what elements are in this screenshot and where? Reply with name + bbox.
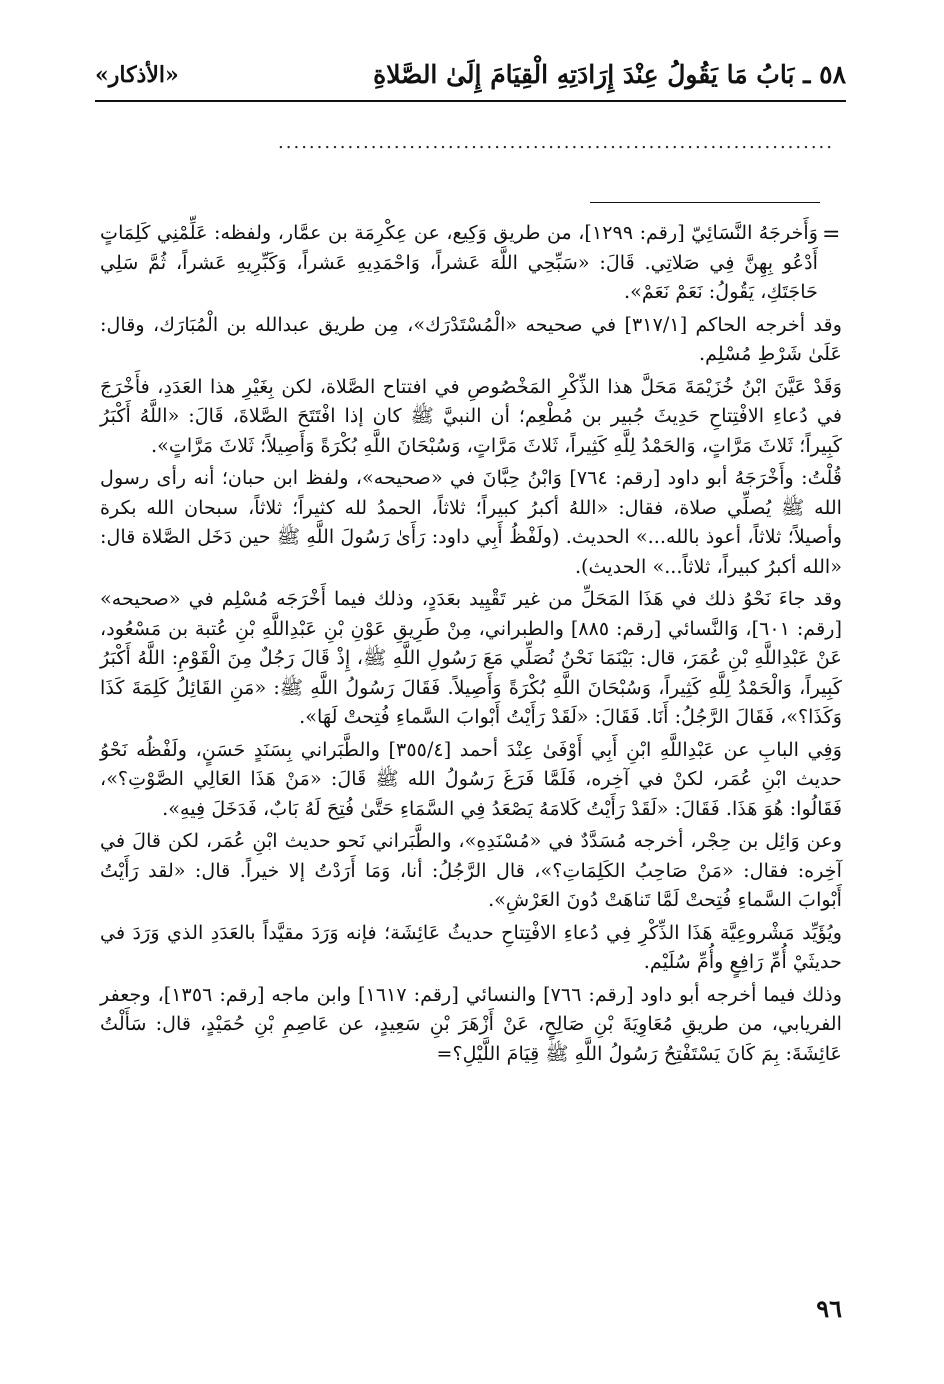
footnotes-body (100, 218, 842, 1072)
chapter-title: ٥٨ ـ بَابُ مَا يَقُولُ عِنْدَ إِرَادَتِهِ الْقِيَامَ إِلَىٰ الصَّلاةِ (373, 60, 846, 89)
page-number: ٩٦ (816, 1294, 842, 1323)
end-continuation-mark: = (436, 1042, 453, 1065)
footnote-paragraph-text: وذلك فيما أخرجه أبو داود [رقم: ٧٦٦] والنسائي [رقم: ١٦١٧] وابن ماجه [رقم: ١٣٥٦]، وجعفر الفريابي، من طريقِ مُعَاوِيَةَ بْنِ صَالِحٍ، عَنْ أَزْهَرَ بْنِ سَعِيدٍ، عن عَاصِمِ بْنِ حُمَيْدٍ، قال: سَأَلْتُ عَائِشَةَ: بِمَ كَانَ يَسْتَفْتِحُ رَسُولُ اللَّهِ ﷺ قِيَامَ اللَّيْلِ؟ (100, 982, 842, 1065)
book-title: «الأذكار» (95, 62, 179, 88)
footnote-paragraph: وعن وَائِل بن حِجْر، أخرجه مُسَدَّدٌ في «مُسْنَدِهِ»، والطَّبَراني نَحو حديث ابْنِ عُمَر، لكن قالَ في آخِره: فقال: «مَنْ صَاحِبُ الكَلِمَاتِ؟»، قال الرَّجُلُ: أنا، وَمَا أَرَدْتُ إلا خيراً. قال: «لقد رَأَيْتُ أَبْوابَ السَّماءِ فُتِحتْ لَمَّا تَناهَتْ دُونَ العَرْشِ». (100, 829, 842, 911)
footnote-paragraph: وقد أخرجه الحاكم [٣١٧/١] في صحيحه «الْمُسْتَدْرَك»، مِن طريق عبدالله بن الْمُبَارَك، وقال: عَلَىٰ شَرْطِ مُسْلِم. (100, 312, 842, 365)
footnote-paragraph: وَقَدْ عَيَّنَ ابْنُ خُزَيْمَةَ مَحَلَّ هذا الذِّكْرِ المَخْصُوصِ في افتتاح الصَّلاة، لكن بِغَيْرِ هذا العَدَدِ، فأَخْرَجَ في دُعاءِ الافْتِتاحِ حَدِيثَ جُبير بن مُطْعِم؛ أن النبيَّ ﷺ كان إذا افْتَتَحَ الصَّلاةَ، قَالَ: «اللَّهُ أَكْبَرُ كَبِيراً؛ ثَلاثَ مَرَّاتٍ، وَالحَمْدُ لِلَّهِ كَثِيراً، ثَلاثَ مَرَّاتٍ، وَسُبْحَانَ اللَّهِ بُكْرَةً وَأَصِيلاً؛ ثَلاثَ مَرَّاتٍ». (100, 374, 842, 457)
continuation-mark: = (822, 222, 841, 247)
footnote-paragraph: وَفِي البابِ عن عَبْدِاللَّهِ ابْنِ أَبِي أَوْفَىٰ عِنْدَ أحمد [٣٥٥/٤] والطَّبَراني بِسَنَدٍ حَسَنٍ، ولَفْظُه نَحْوُ حديث ابْنِ عُمَر، لكنْ في آخِره، فَلَمَّا فَرَغَ رَسُولُ الله ﷺ قَالَ: «مَنْ هَذَا العَالِي الصَّوْتِ؟»، فَقَالُوا: هُوَ هَذَا. فَقَالَ: «لَقَدْ رَأَيْتُ كَلامَهُ يَصْعَدُ فِي السَّمَاءِ حَتَّىٰ فُتِحَ لَهُ بَابٌ، فَدَخَلَ فِيهِ». (100, 737, 842, 820)
footnote-paragraph: قُلْتُ: وأَخْرَجَهُ أبو داود [رقم: ٧٦٤] وَابْنُ حِبَّانَ في «صحيحه»، ولفظ ابن حبان؛ أنه رأى رسول الله ﷺ يُصلِّي صلاة، فقال: «اللهُ أكبرُ كبيراً؛ ثلاثاً، الحمدُ لله كثيراً؛ ثلاثاً، سبحان الله بكرة وأصيلاً؛ ثلاثاً، أعوذ بالله...» الحديث. (ولَفْظُ أَبِي داود: رَأَىٰ رَسُولَ اللَّهِ ﷺ حين دَخَل الصَّلاة قال: «الله أكبرُ كبيراً، ثلاثاً...» الحديث). (100, 466, 842, 578)
footnote-separator-rule (590, 202, 820, 203)
running-header (95, 56, 846, 102)
footnote-paragraph (100, 980, 842, 1070)
footnote-paragraph: وَأَخرجَهُ النَّسَائِيّ [رقم: ١٢٩٩]، من طريق وَكِيع، عن عِكْرِمَة بن عمَّار، ولفظه: عَلِّمْنِي كَلِمَاتٍ أَدْعُو بِهِنَّ فِي صَلاتِي. قَالَ: «سَبِّحِي اللَّهَ عَشراً، وَاحْمَدِيهِ عَشراً، وَكَبِّرِيهِ عَشراً، ثُمَّ سَلِي حَاجَتَكِ، يَقُولُ: نَعَمْ نَعَمْ». (100, 221, 818, 303)
footnote-paragraph: ويُؤَيِّد مَشْروعِيَّة هَذَا الذِّكْرِ فِي دُعاءِ الافْتِتاحِ حديثُ عَائِشَة؛ فإنه وَرَدَ مقيَّداً بالعَدَدِ الذي وَرَدَ في حديثَيْ أُمِّ رَافِعٍ وأُمِّ سُلَيْم. (100, 920, 842, 973)
footnote-paragraph: وقد جاءَ نَحْوُ ذلك في هَذَا المَحَلِّ من غير تَقْيِيد بعَدَدٍ، وذلك فيما أَخْرَجَه مُسْلِم في «صحيحه» [رقم: ٦٠١]، وَالنَّسائي [رقم: ٨٨٥] والطبراني، مِنْ طَرِيقِ عَوْنِ بْنِ عَبْدِاللَّهِ بْنِ عُتبة بن مَسْعُود، عَنْ عَبْدِاللَّهِ بْنِ عُمَرَ، قال: بَيْنَمَا نَحْنُ نُصَلِّي مَعَ رَسُولِ اللَّهِ ﷺ، إِذْ قَالَ رَجُلٌ مِنَ الْقَوْمِ: اللَّهُ أَكْبَرُ كَبِيراً، وَالْحَمْدُ لِلَّهِ كَثِيراً، وَسُبْحَانَ اللَّهِ بُكْرَةً وَأَصِيلاً. فَقَالَ رَسُولُ اللَّهِ ﷺ: «مَنِ القَائِلُ كَلِمَةَ كَذَا وَكَذَا؟»، فَقَالَ الرَّجُلُ: أَنَا. فَقَالَ: «لَقَدْ رَأَيْتُ أَبْوابَ السَّماءِ فُتِحتْ لَهَا». (100, 587, 843, 728)
omitted-main-text-dots: ........................................................................ (278, 132, 834, 152)
